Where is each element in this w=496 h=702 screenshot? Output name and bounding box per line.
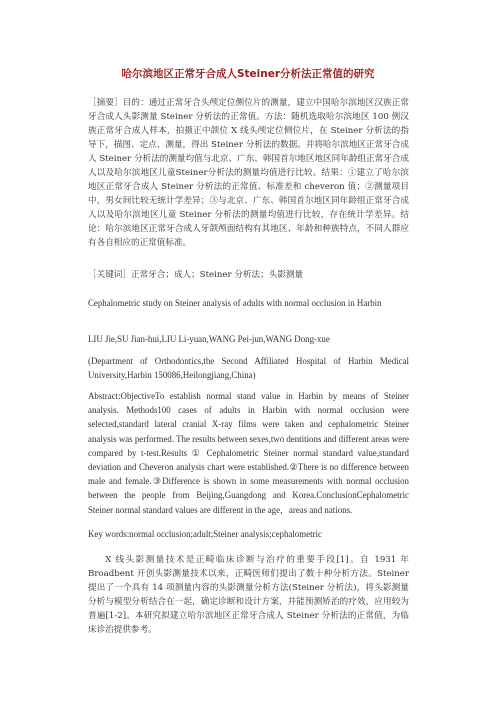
introduction-paragraph: X 线头影测量技术是正畸临床诊断与治疗的重要手段[1]。自 1931 年 Broadbent 开创头影测量技术以来，正畸医师们提出了数十种分析方法。Steiner 提出了一个具有 14 项测量内容的头影测量分析方法(Steiner 分析法)，将头影测量分析与模型分析结合在一起，确定诊断和设计方案，并能预测矫治的疗效，应用较为普遍[1-2]。本研究拟建立哈尔滨地区正常牙合成人 Steiner 分析法的正常值，为临床诊治提供参考。 (88, 555, 409, 635)
english-affiliation: (Department of Orthodontics,the Second Affiliated Hospital of Harbin Medical University,Harbin 150086,Heilongjiang,China) (88, 356, 409, 381)
english-authors: LIU Jie,SU Jian-hui,LIU Li-yuan,WANG Pei-jun,WANG Dong-xue (88, 334, 330, 344)
keywords-english: Key words:normal occlusion;adult;Steiner analysis;cephalometric (88, 529, 322, 539)
english-title: Cephalometric study on Steiner analysis of adults with normal occlusion in Harbin (88, 298, 382, 308)
abstract-english: Abstract:ObjectiveTo establish normal stand value in Harbin by means of Steiner analysis. Methods100 cases of adults in Harbin with normal occlusion were selected,standard lateral cranial X-ray films were taken and cephalometric Steiner analysis was performed. The results between sexes,two dentitions and different areas were compared by t-test.Results ① Cephalometric Steiner normal standard value,standard deviation and Cheveron analysis chart were established.②There is no difference between male and female.③Difference is shown in some measurements with normal occlusion between the people from Beijing,Guangdong and Korea.ConclusionCephalometric Steiner normal standard values are different in the age，areas and nations. (88, 391, 409, 515)
paper-title: 哈尔滨地区正常牙合成人Steiner分析法正常值的研究 (121, 68, 375, 80)
keywords-chinese: ［关键词］正常牙合；成人；Steiner 分析法；头影测量 (88, 270, 304, 280)
abstract-chinese: ［摘要］目的：通过正常牙合头颅定位侧位片的测量，建立中国哈尔滨地区汉族正常牙合成人头影测量 Steiner 分析法的正常值。方法：随机选取哈尔滨地区 100 例汉族正常牙合成人样本，拍摄正中颌位 X 线头颅定位侧位片，在 Steiner 分析法的指导下，描图、定点、测量，得出 Steiner 分析法的数据。并将哈尔滨地区正常牙合成人 Steiner 分析法的测量均值与北京、广东、韩国首尔地区地区同年龄组正常牙合成人以及哈尔滨地区儿童Steiner分析法的测量均值进行比较。结果：①建立了哈尔滨地区正常牙合成人 Steiner 分析法的正常值、标准差和 cheveron 值；②测量项目中，男女间比较无统计学差异；③与北京、广东、韩国首尔地区同年龄组正常牙合成人以及哈尔滨地区儿童 Steiner 分析法的测量均值进行比较，存在统计学差异。结论：哈尔滨地区正常牙合成人牙颌颅面结构有其地区、年龄和种族特点，不同人群应有各自相应的正常值标准。 (88, 98, 409, 248)
